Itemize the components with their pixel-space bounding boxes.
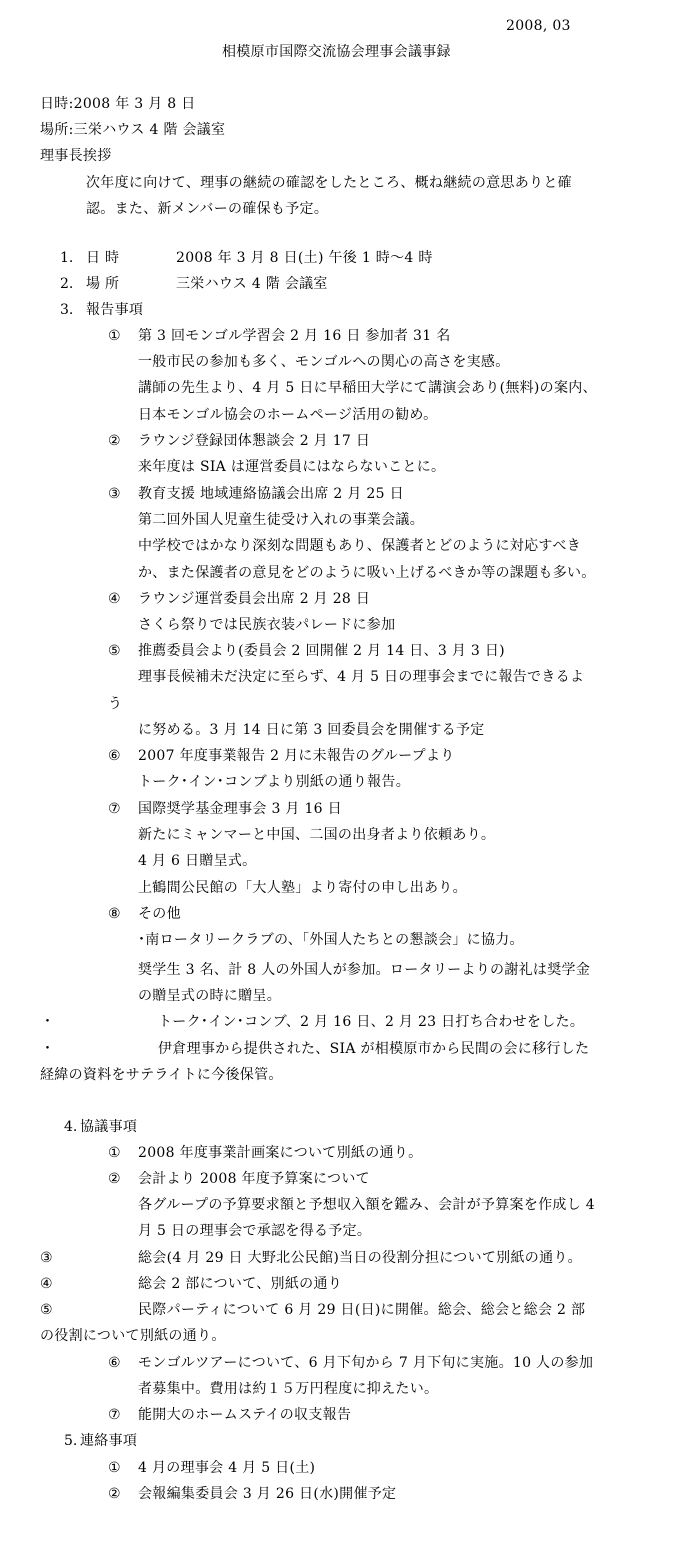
item-marker: ④ <box>108 591 121 607</box>
meeting-place-value: 三栄ハウス 4 階 会議室 <box>176 276 328 292</box>
notice-item-line: 会報編集委員会 3 月 26 日(水)開催予定 <box>138 1486 397 1502</box>
report-item-line: 奨学生 3 名、計 8 人の外国人が参加。ロータリーよりの謝礼は奨学金 <box>138 962 591 978</box>
report-item-line: 講師の先生より、4 月 5 日に早稲田大学にて講演会あり(無料)の案内、 <box>138 380 597 396</box>
report-item-line: 第 3 回モンゴル学習会 2 月 16 日 参加者 31 名 <box>138 328 451 344</box>
report-item-line: に努める。3 月 14 日に第 3 回委員会を開催する予定 <box>138 722 485 738</box>
discussion-item-line: 民際パーティについて 6 月 29 日(日)に開催。総会、総会と総会 2 部 <box>138 1302 586 1318</box>
report-item-line: 2007 年度事業報告 2 月に未報告のグループより <box>138 748 455 764</box>
item-marker: ① <box>108 328 121 344</box>
section-label: 報告事項 <box>86 302 144 318</box>
discussion-item-line: モンゴルツアーについて、6 月下旬から 7 月下旬に実施。10 人の参加 <box>138 1355 594 1371</box>
report-item-line: か、また保護者の意見をどのように吸い上げるべきか等の課題も多い。 <box>138 565 596 581</box>
section-number: 1. <box>60 250 74 266</box>
discussion-item-line: 月 5 日の理事会で承認を得る予定。 <box>138 1223 372 1239</box>
report-item-line: 日本モンゴル協会のホームページ活用の勧め。 <box>138 407 438 423</box>
report-item-line: 国際奨学基金理事会 3 月 16 日 <box>138 801 342 817</box>
section-number: 4. <box>64 1119 78 1135</box>
report-item-line: 第二回外国人児童生徒受け入れの事業会議。 <box>138 512 424 528</box>
section-label: 日 時 <box>86 250 120 266</box>
section-number: 2. <box>60 276 74 292</box>
section-label: 連絡事項 <box>80 1433 138 1449</box>
discussion-item-line: 総会(4 月 29 日 大野北公民館)当日の役割分担について別紙の通り。 <box>138 1250 582 1266</box>
section-number: 3. <box>60 302 74 318</box>
report-item-line: 中学校ではかなり深刻な問題もあり、保護者とどのように対応すべき <box>138 538 582 554</box>
item-marker: ③ <box>40 1250 53 1266</box>
report-item-line: ラウンジ登録団体懇談会 2 月 17 日 <box>138 433 371 449</box>
document-date: 2008, 03 <box>506 18 571 34</box>
discussion-item-line: 2008 年度事業計画案について別紙の通り。 <box>138 1145 423 1161</box>
report-item-line: ･南ロータリークラブの、「外国人たちとの懇談会」に協力。 <box>138 932 524 948</box>
greeting-line: 次年度に向けて、理事の継続の確認をしたところ、概ね継続の意思ありと確 <box>86 175 572 191</box>
greeting-line: 認。また、新メンバーの確保も予定。 <box>86 201 329 217</box>
report-item-line: 来年度は SIA は運営委員にはならないことに。 <box>138 459 446 475</box>
report-item-line: 上鶴間公民館の「大人塾」より寄付の申し出あり。 <box>138 880 467 896</box>
item-marker: ⑥ <box>108 748 121 764</box>
discussion-item-line: 能開大のホームステイの収支報告 <box>138 1407 352 1423</box>
discussion-item-line: 総会 2 部について、別紙の通り <box>138 1276 343 1292</box>
item-marker: ② <box>108 1171 121 1187</box>
greeting-label: 理事長挨拶 <box>40 148 112 164</box>
item-marker: ④ <box>40 1276 53 1292</box>
discussion-item-line: の役割について別紙の通り。 <box>40 1328 226 1344</box>
report-item-line: の贈呈式の時に贈呈。 <box>138 988 281 1004</box>
report-item-line: 理事長候補未だ決定に至らず、4 月 5 日の理事会までに報告できるよ <box>138 669 585 685</box>
item-marker: ⑦ <box>108 1407 121 1423</box>
section-label: 場 所 <box>86 276 120 292</box>
meeting-datetime-value: 2008 年 3 月 8 日(土) 午後 1 時～4 時 <box>176 250 433 266</box>
report-item-line: トーク･イン･コンブより別紙の通り報告。 <box>138 774 410 790</box>
bullet-line: 伊倉理事から提供された、SIA が相模原市から民間の会に移行した <box>158 1041 590 1057</box>
report-item-line: その他 <box>138 906 181 922</box>
bullet-marker: ･ <box>44 1041 51 1057</box>
bullet-marker: ･ <box>44 1014 51 1030</box>
item-marker: ① <box>108 1145 121 1161</box>
section-label: 協議事項 <box>80 1119 138 1135</box>
notice-item-line: 4 月の理事会 4 月 5 日(土) <box>138 1460 316 1476</box>
bullet-line: 経緯の資料をサテライトに今後保管。 <box>40 1067 283 1083</box>
item-marker: ⑧ <box>108 906 121 922</box>
item-marker: ② <box>108 433 121 449</box>
document-title: 相模原市国際交流協会理事会議事録 <box>222 44 451 60</box>
report-item-line: 4 月 6 日贈呈式。 <box>138 853 257 869</box>
discussion-item-line: 各グループの予算要求額と予想収入額を鑑み、会計が予算案を作成し 4 <box>138 1197 595 1213</box>
discussion-item-line: 会計より 2008 年度予算案について <box>138 1171 370 1187</box>
report-item-line: 新たにミャンマーと中国、二国の出身者より依頼あり。 <box>138 827 496 843</box>
discussion-item-line: 者募集中。費用は約１５万円程度に抑えたい。 <box>138 1381 439 1397</box>
bullet-line: トーク･イン･コンブ、2 月 16 日、2 月 23 日打ち合わせをした。 <box>158 1014 585 1030</box>
report-item-line: ラウンジ運営委員会出席 2 月 28 日 <box>138 591 371 607</box>
item-marker: ⑤ <box>40 1302 53 1318</box>
report-item-wrap: う <box>108 696 123 712</box>
report-item-line: さくら祭りでは民族衣装パレードに参加 <box>138 617 396 633</box>
meeting-datetime: 日時:2008 年 3 月 8 日 <box>40 96 196 112</box>
section-number: 5. <box>64 1433 78 1449</box>
item-marker: ⑥ <box>108 1355 121 1371</box>
item-marker: ③ <box>108 486 121 502</box>
meeting-place: 場所:三栄ハウス 4 階 会議室 <box>40 122 226 138</box>
item-marker: ① <box>108 1460 121 1476</box>
report-item-line: 教育支援 地域連絡協議会出席 2 月 25 日 <box>138 486 404 502</box>
report-item-line: 推薦委員会より(委員会 2 回開催 2 月 14 日、3 月 3 日) <box>138 643 505 659</box>
item-marker: ② <box>108 1486 121 1502</box>
report-item-line: 一般市民の参加も多く、モンゴルへの関心の高さを実感。 <box>138 354 510 370</box>
item-marker: ⑤ <box>108 643 121 659</box>
item-marker: ⑦ <box>108 801 121 817</box>
